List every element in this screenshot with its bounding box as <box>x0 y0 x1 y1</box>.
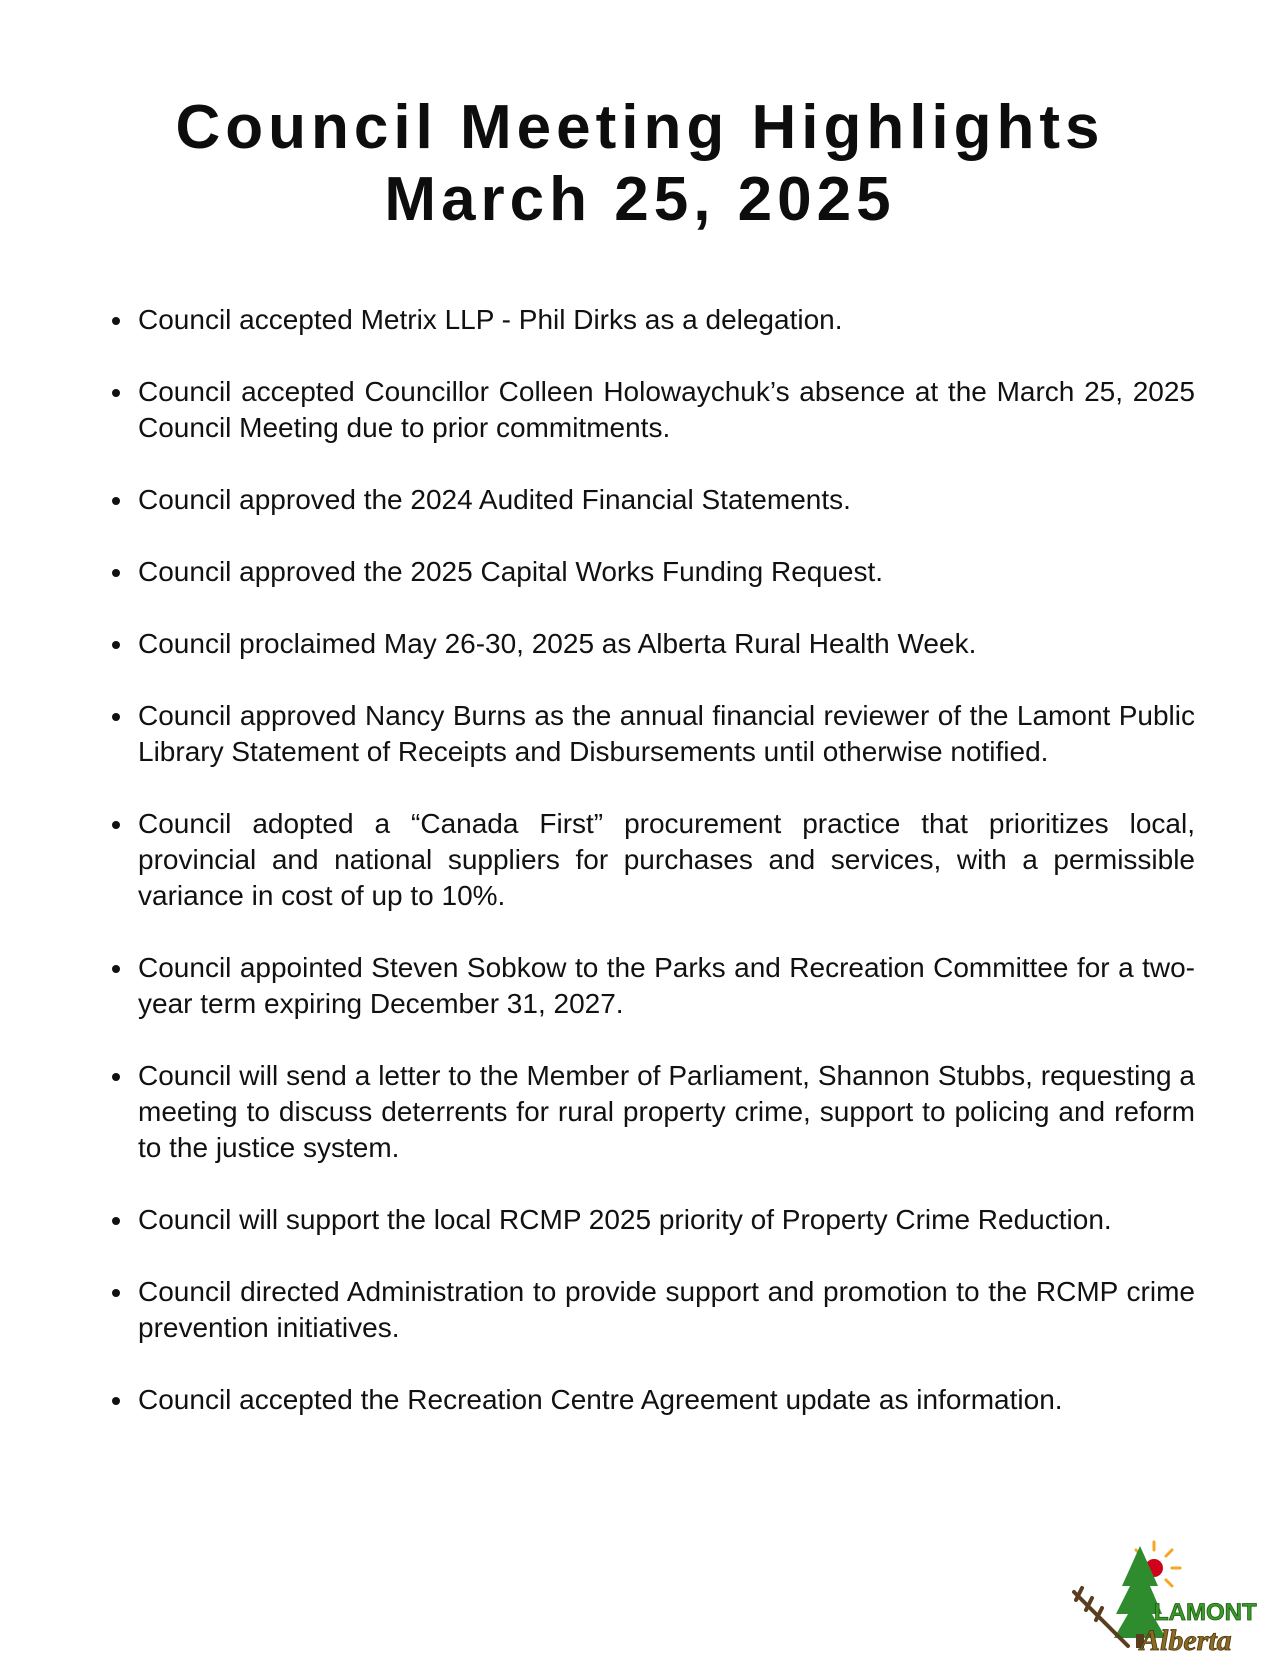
title-line-2: March 25, 2025 <box>384 165 896 234</box>
logo-graphic <box>1068 1538 1280 1654</box>
list-item: Council approved Nancy Burns as the annual financial reviewer of the Lamont Public Library Statement of Receipts and Disbursements until otherwise notified. <box>112 698 1195 770</box>
lamont-alberta-logo <box>1068 1538 1280 1654</box>
rake-icon <box>1074 1588 1128 1646</box>
logo-word-lamont: LAMONT <box>1154 1599 1257 1626</box>
list-item: Council accepted the Recreation Centre Agreement update as information. <box>112 1382 1195 1418</box>
list-item: Council directed Administration to provide support and promotion to the RCMP crime prevention initiatives. <box>112 1274 1195 1346</box>
highlights-list <box>112 302 1195 1454</box>
list-item: Council will send a letter to the Member of Parliament, Shannon Stubbs, requesting a meeting to discuss deterrents for rural property crime, support to policing and reform to the justice system. <box>112 1058 1195 1166</box>
list-item: Council accepted Metrix LLP - Phil Dirks as a delegation. <box>112 302 1195 338</box>
list-item: Council appointed Steven Sobkow to the Parks and Recreation Committee for a two-year term expiring December 31, 2027. <box>112 950 1195 1022</box>
list-item: Council approved the 2024 Audited Financial Statements. <box>112 482 1195 518</box>
title-line-1: Council Meeting Highlights <box>175 93 1105 162</box>
page-title <box>0 92 1280 236</box>
list-item: Council proclaimed May 26-30, 2025 as Alberta Rural Health Week. <box>112 626 1195 662</box>
list-item: Council adopted a “Canada First” procurement practice that prioritizes local, provincial and national suppliers for purchases and services, with a permissible variance in cost of up to 10%. <box>112 806 1195 914</box>
logo-word-alberta: Alberta <box>1140 1624 1232 1654</box>
list-item: Council will support the local RCMP 2025 priority of Property Crime Reduction. <box>112 1202 1195 1238</box>
list-item: Council approved the 2025 Capital Works Funding Request. <box>112 554 1195 590</box>
list-item: Council accepted Councillor Colleen Holowaychuk’s absence at the March 25, 2025 Council Meeting due to prior commitments. <box>112 374 1195 446</box>
